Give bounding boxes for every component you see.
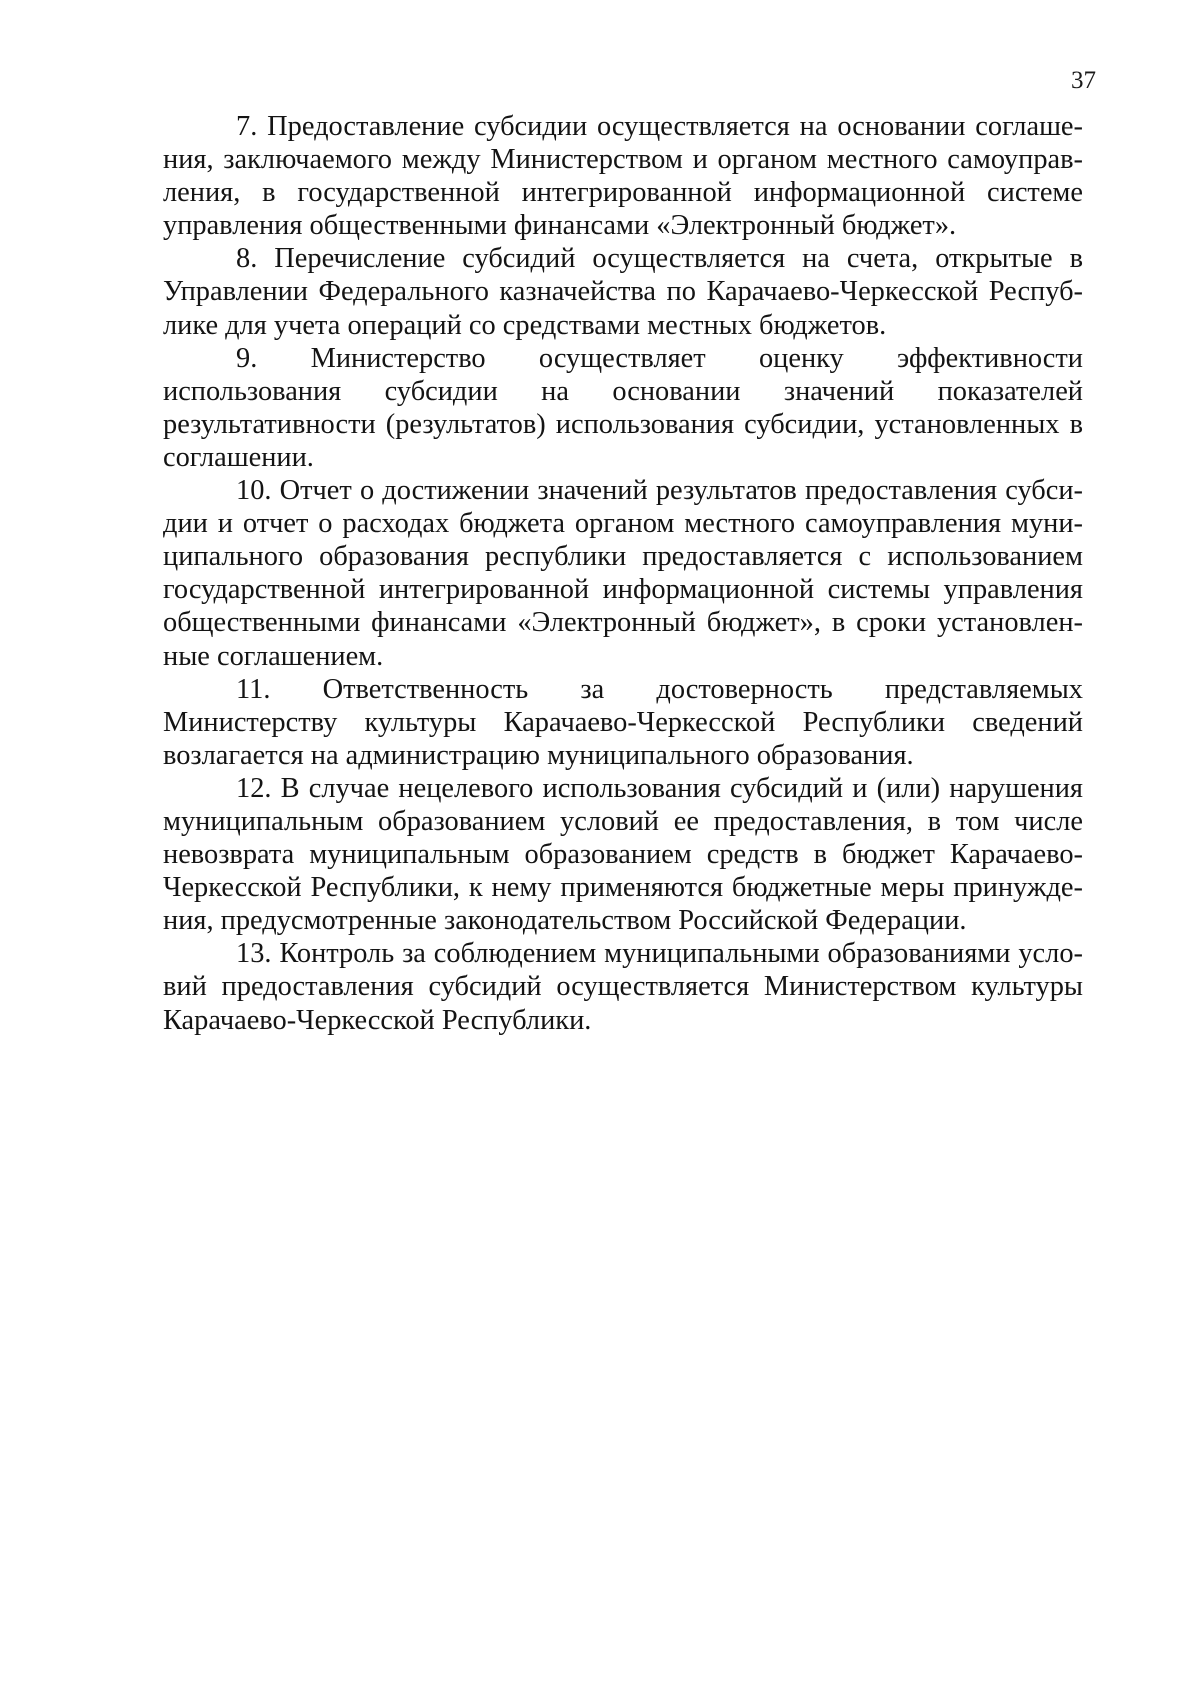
paragraph-11: 11. Ответственность за достоверность представляемых Министерству культуры Карачаево-Черкесской Республики сведений возлагается на администрацию муниципального образования.: [163, 673, 1083, 771]
paragraph-12: 12. В случае нецелевого использования субсидий и (или) нарушения муниципальным образованием условий ее предоставления, в том числе невозврата муниципальным образованием средств в бюджет Карачаево-Черкесской Республики, к нему применяются бюджетные меры принуждения, предусмотренные законодательством Российской Федерации.: [163, 772, 1083, 937]
paragraph-8: 8. Перечисление субсидий осуществляется на счета, открытые в Управлении Федерального казначейства по Карачаево-Черкесской Республике для учета операций со средствами местных бюджетов.: [163, 243, 1083, 341]
paragraph-10: 10. Отчет о достижении значений результатов предоставления субсидии и отчет о расходах бюджета органом местного самоуправления муниципального образования республики предоставляется с использованием государственной интегрированной информационной системы управления общественными финансами «Электронный бюджет», в сроки установленные соглашением.: [163, 475, 1083, 672]
paragraph-7: 7. Предоставление субсидии осуществляется на основании соглашения, заключаемого между Министерством и органом местного самоуправления, в государственной интегрированной информационной системе управления общественными финансами «Электронный бюджет».: [163, 111, 1083, 242]
paragraph-13: 13. Контроль за соблюдением муниципальными образованиями условий предоставления субсидий осуществляется Министерством культуры Карачаево-Черкесской Республики.: [163, 938, 1083, 1036]
paragraph-9: 9. Министерство осуществляет оценку эффективности использования субсидии на основании значений показателей результативности (результатов) использования субсидии, установленных в соглашении.: [163, 342, 1083, 473]
document-body: [163, 110, 1083, 1037]
page-number: 37: [1071, 67, 1096, 94]
